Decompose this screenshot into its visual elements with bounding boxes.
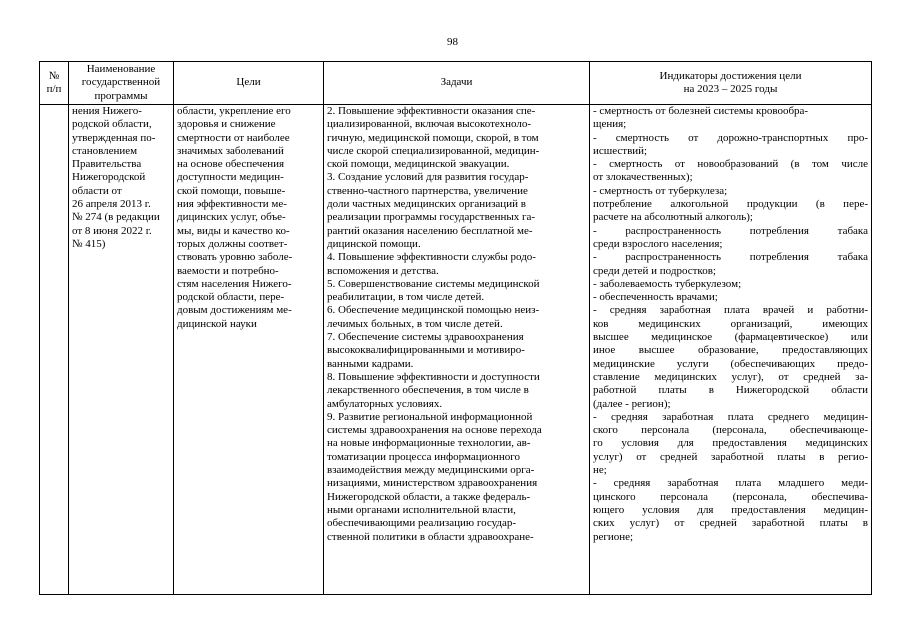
indicator-line: регионе;	[593, 530, 634, 543]
header-indicators: Индикаторы достижения цели на 2023 – 2025 годы	[590, 62, 872, 105]
indicator-line: ков медицинских организаций, имеющих	[593, 317, 868, 330]
table-row	[40, 105, 872, 595]
indicator-line: расчете на абсолютный алкоголь);	[593, 211, 753, 224]
header-goals: Цели	[174, 62, 324, 105]
indicator-line: ского персонала (персонала, обеспечивающе-	[593, 424, 868, 437]
indicator-line: иное высшее образование, предоставляющих	[593, 344, 868, 357]
indicator-line: - смертность от новообразований (в том числе	[593, 158, 868, 171]
indicator-line: (далее - регион);	[593, 397, 671, 410]
header-num: № п/п	[40, 62, 69, 105]
indicator-line: исшествий;	[593, 144, 648, 157]
page-number: 98	[447, 36, 458, 48]
indicator-line: работной платы в Нижегородской области	[593, 384, 868, 397]
indicator-line: ющего условия для предоставления медицин-	[593, 503, 868, 516]
program-table	[39, 61, 872, 595]
table-header-row	[40, 62, 872, 105]
indicator-line: - смертность от болезней системы кровообра-	[593, 105, 809, 117]
indicator-line: ставление медицинских услуг), от средней за-	[593, 370, 868, 383]
indicator-line: - обеспеченность врачами;	[593, 291, 718, 304]
indicator-line: - средняя заработная плата среднего медицин-	[593, 410, 868, 423]
indicator-line: медицинские услуги (обеспечивающих предо-	[593, 357, 868, 370]
indicator-line: - распространенность потребления табака	[593, 224, 868, 237]
indicator-line: - смертность от дорожно-транспортных про-	[593, 131, 868, 144]
cell-goals: области, укрепление его здоровья и снижение смертности от наиболее значимых заболеваний на основе обеспечения доступности медицин- ской помощи, повыше- ния эффективности ме- дицинских услуг, объе- мы, виды и качество ко- торых должны соответ- ствовать уровню заболе- ваемости и потребно- стям населения Нижего- родской области, пере- довым достижениям ме- дицинской науки	[174, 105, 324, 595]
indicator-line: среди взрослого населения;	[593, 237, 723, 250]
indicator-line: го условия для предоставления медицинских	[593, 437, 868, 450]
cell-num	[40, 105, 69, 595]
indicator-line: - заболеваемость туберкулезом;	[593, 277, 742, 290]
header-tasks: Задачи	[324, 62, 590, 105]
indicator-line: от злокачественных);	[593, 171, 693, 184]
indicator-line: - средняя заработная плата младшего меди-	[593, 477, 868, 490]
header-program: Наименование государственной программы	[69, 62, 174, 105]
indicator-line: высшее медицинское (фармацевтическое) или	[593, 331, 868, 344]
cell-tasks: 2. Повышение эффективности оказания спе- циализированной, включая высокотехноло- гичную, медицинской помощи, скорой, в том числе скорой специализированной, медицин- ской помощи, медицинской эвакуации. 3. Создание условий для развития государ- ственно-частного партнерства, увеличение доли частных медицинских организаций в реализации программы государственных га- рантий оказания населению бесплатной ме- дицинской помощи. 4. Повышение эффективности службы родо- вспоможения и детства. 5. Совершенствование системы медицинской реабилитации, в том числе детей. 6. Обеспечение медицинской помощью неиз- лечимых больных, в том числе детей. 7. Обеспечение системы здравоохранения высококвалифицированными и мотивиро- ванными кадрами. 8. Повышение эффективности и доступности лекарственного обеспечения, в том числе в амбулаторных условиях. 9. Развитие региональной информационной системы здравоохранения на основе перехода на новые информационные технологии, ав- томатизации процесса информационного взаимодействия между медицинскими орга- низациями, министерством здравоохранения Нижегородской области, а также федераль- ными органами исполнительной власти, обеспечивающими реализацию государ- ственной политики в области здравоохране-	[324, 105, 590, 595]
indicator-line: щения;	[593, 118, 627, 131]
cell-program: нения Нижего- родской области, утвержденная по- становлением Правительства Нижегородской области от 26 апреля 2013 г. № 274 (в редакции от 8 июня 2022 г. № 415)	[69, 105, 174, 595]
indicator-line: цинского персонала (персонала, обеспечива-	[593, 490, 868, 503]
indicator-line: среди детей и подростков;	[593, 264, 716, 277]
indicator-line: - средняя заработная плата врачей и работни-	[593, 304, 868, 317]
cell-indicators	[590, 105, 872, 595]
indicator-line: потребление алкогольной продукции (в пере-	[593, 198, 868, 211]
indicator-line: ских услуг) от средней заработной платы в	[593, 517, 868, 530]
indicator-line: - смертность от туберкулеза;	[593, 184, 728, 197]
indicator-line: - распространенность потребления табака	[593, 251, 868, 264]
indicator-line: не;	[593, 464, 607, 477]
indicator-line: услуг) от средней заработной платы в регио-	[593, 450, 868, 463]
